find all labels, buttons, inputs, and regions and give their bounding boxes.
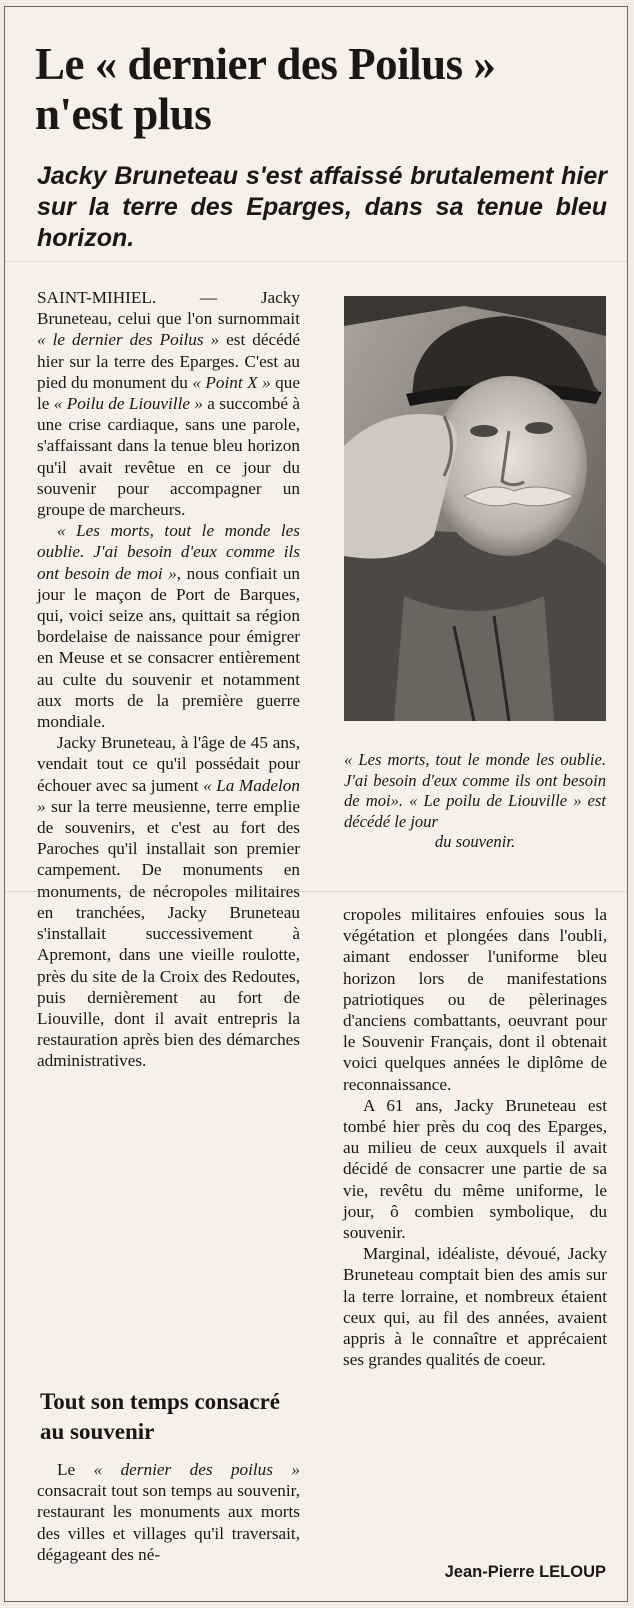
- byline: Jean-Pierre LELOUP: [444, 1563, 606, 1581]
- paragraph: cropoles militaires enfouies sous la végétation et plongées dans l'oubli, aimant endosser l'uniforme bleu horizon lors de manifestations patriotiques ou de pèlerinages d'anciens combattants, oeuvrant pour le Souvenir Français, dont il obtenait voici quelques années le diplôme de reconnaissance.: [343, 905, 607, 1094]
- portrait-image: [344, 296, 606, 721]
- paragraph: A 61 ans, Jacky Bruneteau est tombé hier près du coq des Eparges, au milieu de ceux auxquels il avait décidé de consacrer une partie de sa vie, revêtu du même uniforme, le jour, ô combien symbolique, du souvenir.: [343, 1095, 607, 1243]
- headline-line-1: Le « dernier des Poilus »: [35, 39, 496, 89]
- paragraph: « Les morts, tout le monde les oublie. J'ai besoin d'eux comme ils ont besoin de moi », nous confiait un jour le maçon de Port de Barques, qui, voici seize ans, quittait sa région bordelaise de naissance pour émigrer en Meuse et se consacrer entièrement au culte du souvenir et notamment aux morts de la première guerre mondiale.: [37, 521, 301, 732]
- paragraph: Jacky Bruneteau, à l'âge de 45 ans, vendait tout ce qu'il possédait pour échouer avec sa jument « La Madelon » sur la terre meusienne, terre emplie de souvenirs, et c'est au fort des Paroches qu'il installait son premier campement. De monuments en monuments, de nécropoles militaires en tranchées, Jacky Bruneteau s'installait successivement à Apremont, dans une vieille roulotte, près du site de la Croix des Redoutes, puis dernièrement au fort de Liouville, dont il avait entrepris la restauration après bien des démarches administratives.: [37, 733, 300, 1071]
- newspaper-clipping: [4, 6, 628, 1602]
- paragraph: Marginal, idéaliste, dévoué, Jacky Bruneteau comptait bien des amis sur la terre lorraine, et nombreux étaient ceux qui, au fil des années, avaient appris à le connaître et apprécaient ses grandes qualités de coeur.: [343, 1244, 607, 1370]
- photo-caption: « Les morts, tout le monde les oublie. J'ai besoin d'eux comme ils ont besoin de moi». « Le poilu de Liouville » est décédé le jour du souvenir.: [344, 750, 606, 851]
- paragraph: SAINT-MIHIEL. — Jacky Bruneteau, celui que l'on surnommait « le dernier des Poilus » est décédé hier sur la terre des Eparges. C'est au pied du monument du « Point X » que le « Poilu de Liouville » a succombé à une crise cardiaque, sans une parole, s'affaissant dans la tenue bleu horizon qu'il avait revêtue en ce jour du souvenir pour accompagner un groupe de marcheurs.: [37, 288, 301, 520]
- article-column-left: [37, 287, 300, 1072]
- headline-line-2: n'est plus: [35, 89, 212, 139]
- standfirst: Jacky Bruneteau s'est affaissé brutalement hier sur la terre des Eparges, dans sa tenue bleu horizon.: [37, 162, 607, 252]
- paragraph: Le « dernier des poilus » consacrait tout son temps au souvenir, restaurant les monuments aux morts des villes et villages qu'il traversait, dégageant des né-: [37, 1460, 300, 1564]
- subheading: Tout son temps consacré au souvenir: [40, 1389, 281, 1444]
- headline: [35, 39, 615, 139]
- portrait-photo: [344, 296, 606, 721]
- fold-line: [5, 261, 628, 262]
- fold-line: [5, 891, 628, 892]
- article-column-right: [343, 904, 607, 1370]
- article-column-left-bottom: [37, 1459, 300, 1565]
